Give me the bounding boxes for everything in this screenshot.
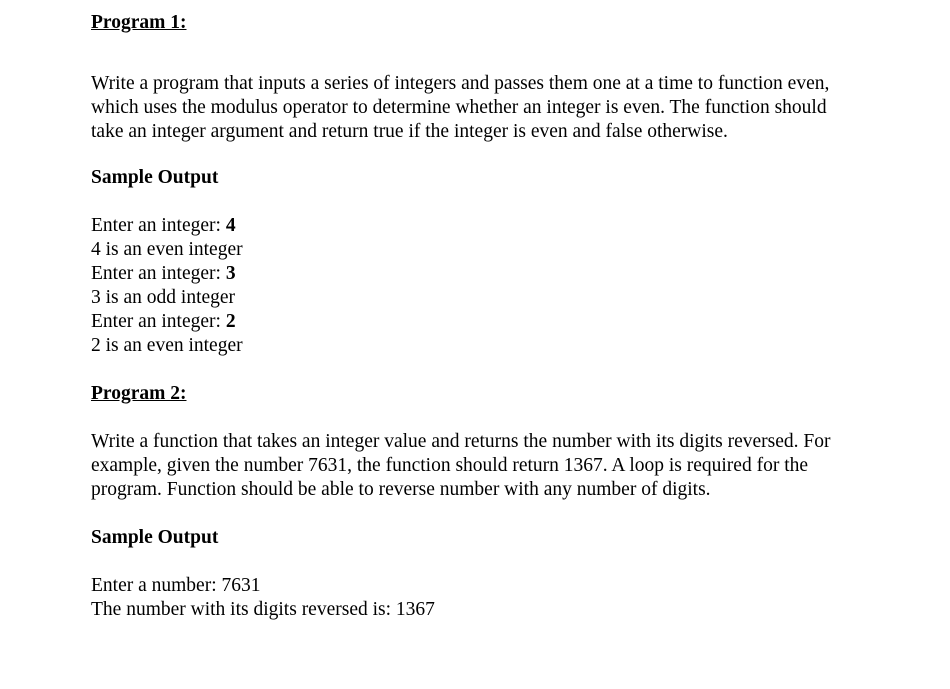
sample-line: Enter an integer: 3 xyxy=(91,263,236,284)
sample-line: 2 is an even integer xyxy=(91,335,243,356)
sample-line: Enter an integer: 2 xyxy=(91,311,236,332)
program1-heading: Program 1: xyxy=(91,12,187,33)
program2-heading: Program 2: xyxy=(91,383,187,404)
sample-line: The number with its digits reversed is: 1367 xyxy=(91,599,435,620)
program1-description: Write a program that inputs a series of integers and passes them one at a time to function even, which uses the modulus operator to determine whether an integer is even. The function should take an integer argument and return true if the integer is even and false otherwise. xyxy=(91,73,830,142)
program2-sample-output xyxy=(91,574,871,622)
program2-description: Write a function that takes an integer value and returns the number with its digits reversed. For example, given the number 7631, the function should return 1367. A loop is required for the program. Function should be able to reverse number with any number of digits. xyxy=(91,431,831,500)
program1-sample-heading: Sample Output xyxy=(91,167,219,188)
sample-line: 4 is an even integer xyxy=(91,239,243,260)
sample-line: 3 is an odd integer xyxy=(91,287,236,308)
program2-sample-heading: Sample Output xyxy=(91,527,219,548)
sample-line: Enter an integer: 4 xyxy=(91,215,236,236)
sample-line: Enter a number: 7631 xyxy=(91,575,261,596)
program1-sample-output xyxy=(91,214,871,358)
document-page xyxy=(91,11,871,622)
